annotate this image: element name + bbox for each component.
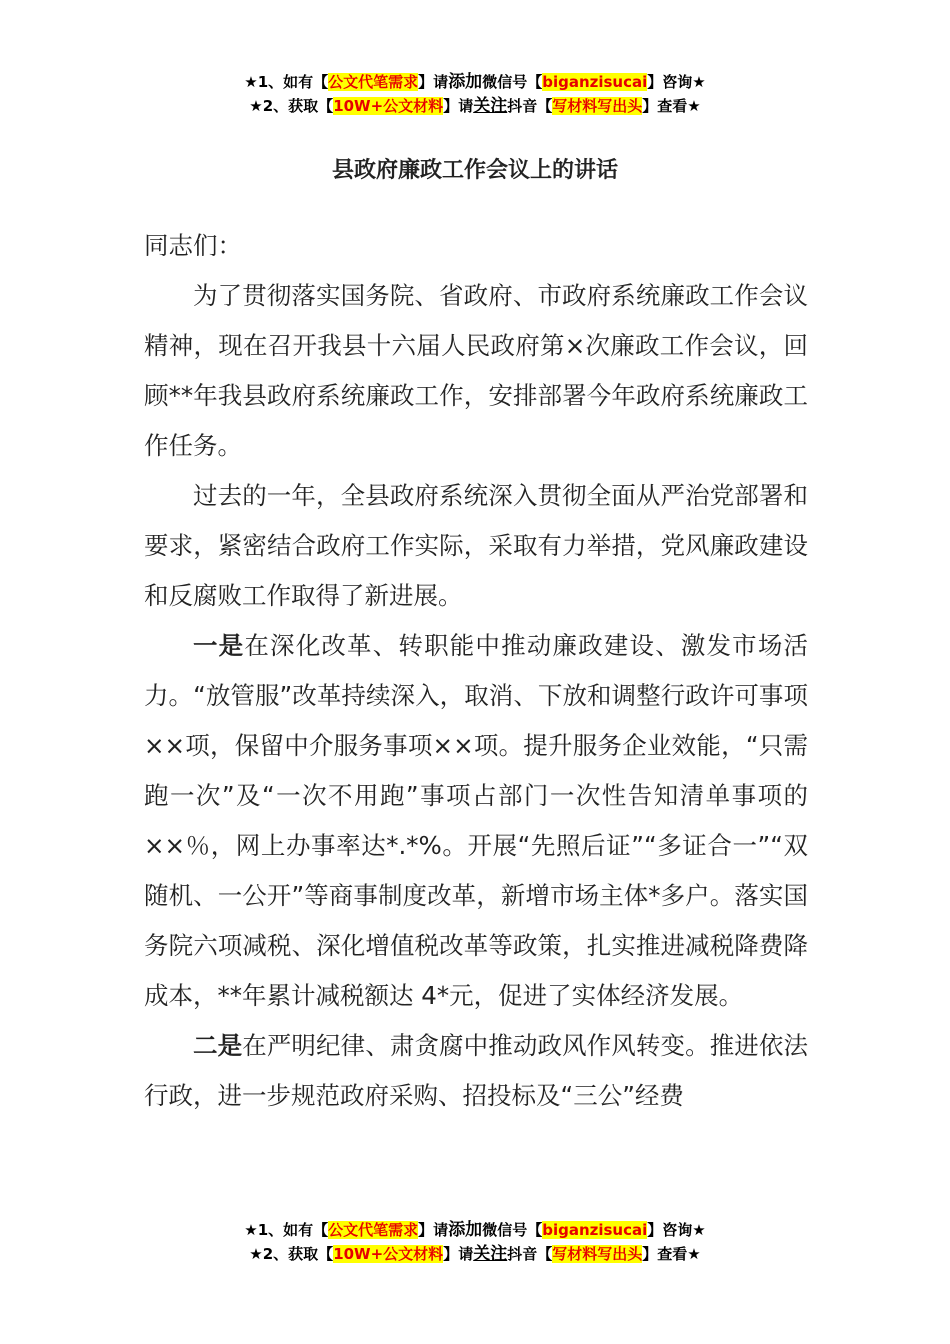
banner-emphasis: 添加 [448, 1220, 483, 1240]
banner-line-2 [0, 1242, 950, 1266]
banner-highlight: 10W+公文材料 [333, 97, 444, 115]
banner-highlight: 公文代笔需求 [328, 1221, 419, 1239]
banner-emphasis: 添加 [448, 72, 483, 92]
paragraph-text: 在严明纪律、肃贪腐中推动政风作风转变。推进依法行政，进一步规范政府采购、招投标及“三公”经费 [144, 1031, 809, 1110]
banner-wechat-id: biganzisucai [542, 1221, 648, 1239]
paragraph [144, 271, 808, 471]
banner-text: ★2、获取【 [249, 97, 334, 115]
banner-highlight: 公文代笔需求 [328, 73, 419, 91]
document-body [144, 221, 808, 1121]
banner-text: 抖音【 [507, 97, 553, 115]
banner-text: 】请 [418, 73, 449, 91]
banner-text: 】请 [418, 1221, 449, 1239]
banner-emphasis: 关注 [473, 96, 508, 116]
footer-banner [0, 1218, 950, 1266]
paragraph-text: 在深化改革、转职能中推动廉政建设、激发市场活力。“放管服”改革持续深入，取消、下放和调整行政许可事项××项，保留中介服务事项××项。提升服务企业效能，“只需跑一次”及“一次不用跑”事项占部门一次性告知清单事项的××％，网上办事率达*.*%。开展“先照后证”“多证合一”“双随机、一公开”等商事制度改革，新增市场主体*多户。落实国务院六项减税、深化增值税改革等政策，扎实推进减税降费降成本，**年累计减税额达 4*元，促进了实体经济发展。 [144, 631, 809, 1010]
banner-highlight: 10W+公文材料 [333, 1245, 444, 1263]
banner-text: 微信号【 [482, 73, 543, 91]
paragraph-text: 为了贯彻落实国务院、省政府、市政府系统廉政工作会议精神，现在召开我县十六届人民政府第×次廉政工作会议，回顾**年我县政府系统廉政工作，安排部署今年政府系统廉政工作任务。 [144, 281, 808, 460]
banner-text: ★2、获取【 [249, 1245, 334, 1263]
paragraph-lead: 二是 [193, 1031, 243, 1060]
banner-text: 微信号【 [482, 1221, 543, 1239]
banner-text: ★1、如有【 [244, 73, 329, 91]
banner-line-1 [0, 1218, 950, 1242]
banner-text: 】咨询★ [647, 1221, 706, 1239]
paragraph [144, 471, 808, 621]
banner-text: 】请 [443, 97, 474, 115]
paragraph [144, 621, 808, 1021]
banner-text: 】请 [443, 1245, 474, 1263]
header-banner [0, 70, 950, 118]
salutation: 同志们： [144, 231, 242, 260]
paragraph [144, 1021, 808, 1121]
banner-text: 抖音【 [507, 1245, 553, 1263]
banner-douyin-id: 写材料写出头 [552, 97, 643, 115]
banner-emphasis: 关注 [473, 1244, 508, 1264]
banner-line-2 [0, 94, 950, 118]
banner-text: ★1、如有【 [244, 1221, 329, 1239]
document-title: 县政府廉政工作会议上的讲话 [331, 158, 618, 183]
banner-wechat-id: biganzisucai [542, 73, 648, 91]
banner-text: 】查看★ [642, 97, 701, 115]
paragraph-lead: 一是 [193, 631, 245, 660]
paragraph-text: 过去的一年，全县政府系统深入贯彻全面从严治党部署和要求，紧密结合政府工作实际，采取有力举措，党风廉政建设和反腐败工作取得了新进展。 [144, 481, 808, 610]
banner-text: 】查看★ [642, 1245, 701, 1263]
banner-line-1 [0, 70, 950, 94]
banner-douyin-id: 写材料写出头 [552, 1245, 643, 1263]
banner-text: 】咨询★ [647, 73, 706, 91]
